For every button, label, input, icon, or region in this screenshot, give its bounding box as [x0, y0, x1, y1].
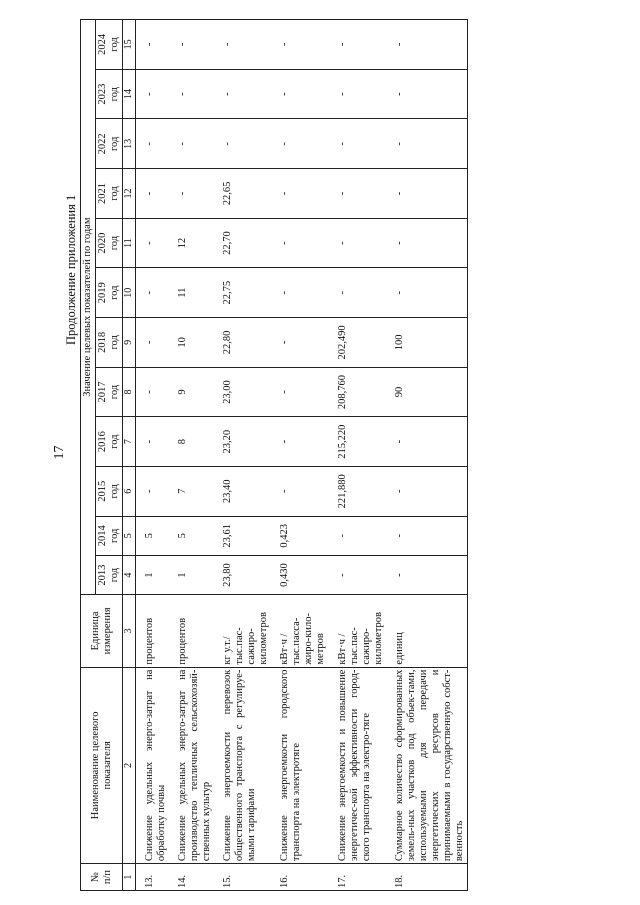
- column-number: 13: [123, 119, 136, 169]
- indicator-unit: кВт·ч / тыс.пасса-жиро-кило-метров: [271, 595, 328, 667]
- row-number: 17.: [329, 864, 386, 891]
- indicator-value: -: [329, 69, 386, 119]
- indicator-value: -: [386, 20, 468, 70]
- indicator-unit: процентов: [135, 595, 169, 667]
- column-number: 7: [123, 417, 136, 467]
- row-number: 15.: [214, 864, 271, 891]
- indicator-value: 5: [169, 516, 214, 555]
- indicator-value: -: [329, 516, 386, 555]
- indicator-value: -: [135, 20, 169, 70]
- indicator-value: -: [135, 417, 169, 467]
- indicator-value: 208,760: [329, 367, 386, 417]
- indicator-value: 1: [135, 555, 169, 594]
- indicator-value: -: [271, 20, 328, 70]
- indicator-unit: процентов: [169, 595, 214, 667]
- header-year: 2018 год: [96, 318, 123, 368]
- table-body: [135, 20, 467, 891]
- indicator-value: 23,40: [214, 466, 271, 516]
- indicator-value: -: [135, 268, 169, 318]
- indicator-value: -: [386, 417, 468, 467]
- indicator-value: 12: [169, 218, 214, 268]
- column-number: 1: [123, 864, 136, 891]
- indicator-value: -: [271, 69, 328, 119]
- indicator-value: -: [169, 69, 214, 119]
- indicator-value: -: [271, 169, 328, 219]
- indicator-value: 7: [169, 466, 214, 516]
- indicator-value: 22,75: [214, 268, 271, 318]
- column-number: 11: [123, 218, 136, 268]
- indicator-value: -: [386, 69, 468, 119]
- indicator-value: -: [329, 20, 386, 70]
- indicator-value: -: [135, 466, 169, 516]
- column-number: 6: [123, 466, 136, 516]
- header-year: 2015 год: [96, 466, 123, 516]
- header-num: № п/п: [81, 864, 123, 891]
- header-name: Наименование целевого показателя: [81, 667, 123, 864]
- header-year: 2016 год: [96, 417, 123, 467]
- indicator-value: -: [135, 367, 169, 417]
- table-row: [329, 20, 386, 891]
- indicator-value: 23,20: [214, 417, 271, 467]
- indicator-unit: кВт·ч / тыс.пас-сажиро-километров: [329, 595, 386, 667]
- indicator-value: -: [214, 119, 271, 169]
- column-number: 14: [123, 69, 136, 119]
- column-number: 2: [123, 667, 136, 864]
- header-year: 2024 год: [96, 20, 123, 70]
- row-number: 18.: [386, 864, 468, 891]
- indicator-value: -: [135, 119, 169, 169]
- indicator-value: 202,490: [329, 318, 386, 368]
- indicator-value: 9: [169, 367, 214, 417]
- indicator-value: -: [271, 318, 328, 368]
- column-number: 15: [123, 20, 136, 70]
- indicator-name: Снижение энергоемкости городского транспорта на электротяге: [271, 667, 328, 864]
- indicator-value: -: [271, 367, 328, 417]
- indicator-value: -: [386, 516, 468, 555]
- indicator-value: 100: [386, 318, 468, 368]
- indicator-value: 11: [169, 268, 214, 318]
- indicator-value: 1: [169, 555, 214, 594]
- indicator-value: -: [386, 268, 468, 318]
- indicator-value: 90: [386, 367, 468, 417]
- indicator-value: -: [169, 20, 214, 70]
- header-unit: Единица измерения: [81, 595, 123, 667]
- row-number: 14.: [169, 864, 214, 891]
- indicator-value: 22,80: [214, 318, 271, 368]
- indicator-value: -: [386, 218, 468, 268]
- indicator-value: -: [271, 466, 328, 516]
- indicator-value: -: [329, 169, 386, 219]
- indicator-value: -: [271, 417, 328, 467]
- indicator-value: 23,61: [214, 516, 271, 555]
- header-year: 2021 год: [96, 169, 123, 219]
- indicator-value: 5: [135, 516, 169, 555]
- indicator-name: Снижение энергоемкости перевозок общественного транспорта с регулируе-мыми тарифами: [214, 667, 271, 864]
- indicator-value: -: [214, 20, 271, 70]
- indicator-value: 10: [169, 318, 214, 368]
- header-year: 2023 год: [96, 69, 123, 119]
- table-row: [271, 20, 328, 891]
- indicator-name: Суммарное количество сформированных земель-ных участков под объек-тами, используемыми для передачи энергетических ресурсов и принимаемыми в государственную собст-венность: [386, 667, 468, 864]
- indicator-value: -: [329, 218, 386, 268]
- indicator-name: Снижение удельных энерго-затрат на обработку почвы: [135, 667, 169, 864]
- table-row: [135, 20, 169, 891]
- indicator-value: 23,80: [214, 555, 271, 594]
- header-year: 2014 год: [96, 516, 123, 555]
- table-row: [214, 20, 271, 891]
- target-indicators-table: [80, 19, 468, 891]
- indicator-value: -: [329, 555, 386, 594]
- indicator-value: -: [135, 169, 169, 219]
- header-row-main: [81, 20, 96, 891]
- column-number: 5: [123, 516, 136, 555]
- row-number: 13.: [135, 864, 169, 891]
- appendix-continuation-label: Продолжение приложения 1: [64, 194, 78, 345]
- column-number: 4: [123, 555, 136, 594]
- indicator-value: -: [135, 218, 169, 268]
- indicator-name: Снижение удельных энерго-затрат на производство тепличных сельскохозяй-ственных культур: [169, 667, 214, 864]
- indicator-name: Снижение энергоемкости и повышение энергетичес-кой эффективности город-ского транспорта на электро-тяге: [329, 667, 386, 864]
- indicator-value: -: [271, 218, 328, 268]
- indicator-value: -: [169, 169, 214, 219]
- column-number: 3: [123, 595, 136, 667]
- column-number: 8: [123, 367, 136, 417]
- indicator-value: -: [135, 318, 169, 368]
- header-values-group: Значение целевых показателей по годам: [81, 20, 96, 595]
- indicator-value: -: [271, 119, 328, 169]
- row-number: 16.: [271, 864, 328, 891]
- table-row: [169, 20, 214, 891]
- header-year: 2019 год: [96, 268, 123, 318]
- indicator-value: -: [135, 69, 169, 119]
- indicator-value: -: [386, 169, 468, 219]
- indicator-value: 0,423: [271, 516, 328, 555]
- indicator-unit: кг у.т./ тыс.пас-сажиро-километров: [214, 595, 271, 667]
- page-number: 17: [52, 445, 67, 460]
- column-number: 12: [123, 169, 136, 219]
- table-row: [386, 20, 468, 891]
- indicator-value: -: [271, 268, 328, 318]
- indicator-value: 8: [169, 417, 214, 467]
- indicator-value: -: [386, 119, 468, 169]
- header-row-column-numbers: [123, 20, 136, 891]
- indicator-value: -: [214, 69, 271, 119]
- indicator-value: -: [329, 268, 386, 318]
- header-year: 2022 год: [96, 119, 123, 169]
- indicator-value: 0,430: [271, 555, 328, 594]
- header-year: 2017 год: [96, 367, 123, 417]
- column-number: 9: [123, 318, 136, 368]
- indicator-value: -: [386, 466, 468, 516]
- indicator-value: 221,880: [329, 466, 386, 516]
- indicator-value: -: [169, 119, 214, 169]
- header-year: 2013 год: [96, 555, 123, 594]
- indicator-value: 22,65: [214, 169, 271, 219]
- indicator-value: 23,00: [214, 367, 271, 417]
- indicator-value: 215,220: [329, 417, 386, 467]
- indicator-value: -: [386, 555, 468, 594]
- header-year: 2020 год: [96, 218, 123, 268]
- indicator-value: 22,70: [214, 218, 271, 268]
- column-number: 10: [123, 268, 136, 318]
- indicator-value: -: [329, 119, 386, 169]
- indicator-unit: единиц: [386, 595, 468, 667]
